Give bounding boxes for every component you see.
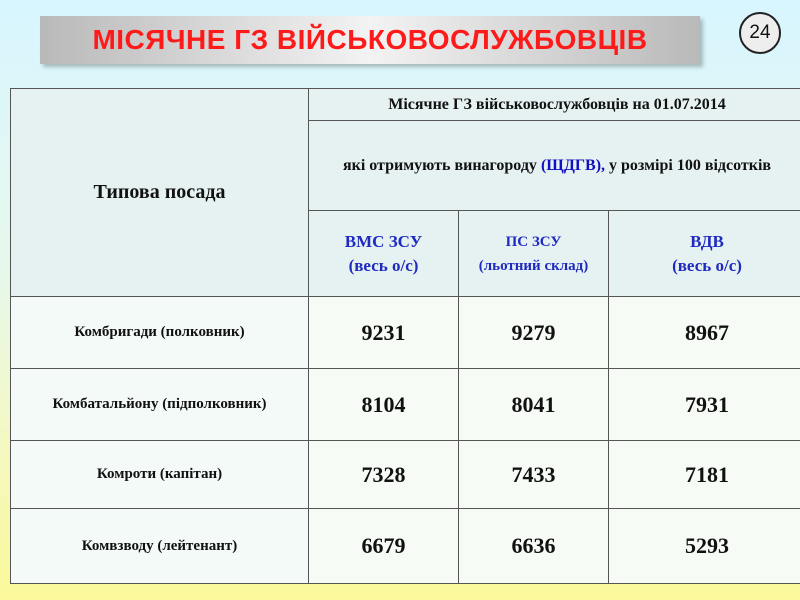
value-cell: 8104 — [309, 369, 459, 441]
position-cell: Комбатальйону (підполковник) — [11, 369, 309, 441]
subtitle-text: які отримують винагороду — [342, 156, 541, 174]
column-header-vdv — [609, 211, 800, 297]
table-row — [11, 441, 800, 509]
value-cell: 6636 — [459, 509, 609, 584]
value-cell: 8967 — [609, 297, 800, 369]
table-row — [11, 297, 800, 369]
column-header-sublabel: (льотний склад) — [478, 257, 589, 274]
page-number-badge: 24 — [739, 12, 781, 54]
position-cell: Комбригади (полковник) — [11, 297, 309, 369]
title-banner — [40, 16, 700, 64]
salary-table — [10, 88, 800, 584]
table-row — [11, 369, 800, 441]
position-column-header: Типова посада — [11, 89, 309, 297]
position-cell: Комвзводу (лейтенант) — [11, 509, 309, 584]
column-header-sublabel: (весь о/с) — [672, 255, 742, 275]
position-cell: Комроти (капітан) — [11, 441, 309, 509]
value-cell: 8041 — [459, 369, 609, 441]
column-header-vms — [309, 211, 459, 297]
value-cell: 9231 — [309, 297, 459, 369]
table-title: Місячне ГЗ військовослужбовців на 01.07.2014 — [309, 89, 800, 121]
column-header-ps — [459, 211, 609, 297]
value-cell: 5293 — [609, 509, 800, 584]
value-cell: 6679 — [309, 509, 459, 584]
column-header-label: ВМС ЗСУ — [344, 231, 423, 251]
table-row — [11, 509, 800, 584]
column-header-label: ВДВ — [690, 231, 724, 251]
value-cell: 7181 — [609, 441, 800, 509]
column-header-sublabel: (весь о/с) — [348, 255, 419, 275]
table-subtitle — [309, 121, 800, 211]
table-header-row — [11, 89, 800, 121]
column-header-label: ПС ЗСУ — [505, 233, 562, 250]
value-cell: 7328 — [309, 441, 459, 509]
subtitle-highlight: (ЩДГВ), — [540, 156, 606, 174]
page-title: МІСЯЧНЕ ГЗ ВІЙСЬКОВОСЛУЖБОВЦІВ — [92, 24, 648, 55]
value-cell: 7931 — [609, 369, 800, 441]
value-cell: 7433 — [459, 441, 609, 509]
value-cell: 9279 — [459, 297, 609, 369]
subtitle-text-end: у розмірі 100 відсотків — [605, 156, 772, 174]
